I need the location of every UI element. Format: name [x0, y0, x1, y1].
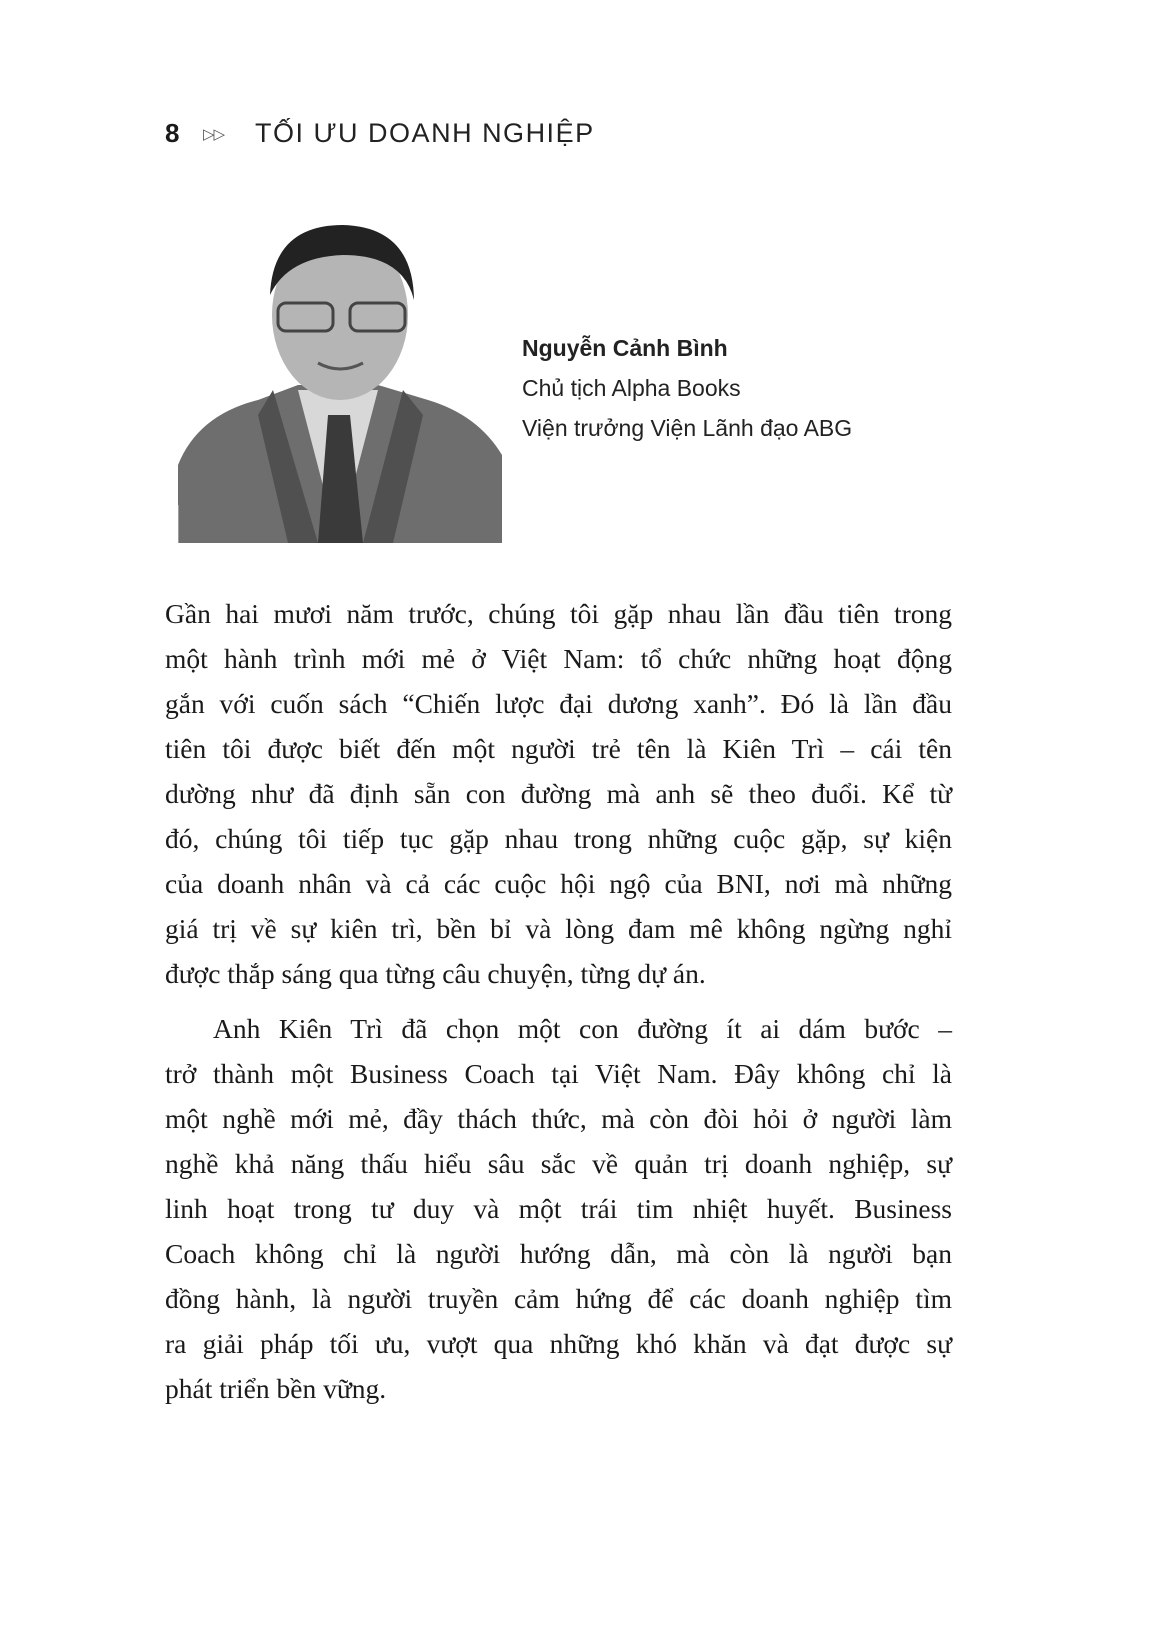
text-line: một nghề mới mẻ, đầy thách thức, mà còn đòi hỏi ở người làm [165, 1103, 952, 1134]
paragraph [165, 1006, 952, 1411]
text-line: giá trị về sự kiên trì, bền bỉ và lòng đam mê không ngừng nghỉ [165, 913, 952, 944]
text-line: ra giải pháp tối ưu, vượt qua những khó khăn và đạt được sự [165, 1328, 952, 1359]
text-line: nghề khả năng thấu hiểu sâu sắc về quản trị doanh nghiệp, sự [165, 1148, 952, 1179]
text-line: gắn với cuốn sách “Chiến lược đại dương xanh”. Đó là lần đầu [165, 688, 952, 719]
text-line: Coach không chỉ là người hướng dẫn, mà còn là người bạn [165, 1238, 952, 1269]
paragraph [165, 591, 952, 996]
text-line: Gần hai mươi năm trước, chúng tôi gặp nhau lần đầu tiên trong [165, 598, 952, 629]
author-caption [522, 328, 852, 448]
text-line: được thắp sáng qua từng câu chuyện, từng dự án. [165, 958, 706, 989]
running-title: TỐI ƯU DOANH NGHIỆP [255, 118, 595, 148]
text-line: Anh Kiên Trì đã chọn một con đường ít ai dám bước – [213, 1013, 952, 1044]
text-line: đồng hành, là người truyền cảm hứng để các doanh nghiệp tìm [165, 1283, 952, 1314]
text-line: linh hoạt trong tư duy và một trái tim nhiệt huyết. Business [165, 1193, 952, 1224]
body-text [165, 591, 952, 1421]
author-portrait-photo [178, 215, 502, 543]
author-role: Chủ tịch Alpha Books [522, 375, 741, 401]
double-arrow-icon: ▷▷ [203, 125, 225, 143]
running-header [165, 118, 595, 149]
text-line: một hành trình mới mẻ ở Việt Nam: tổ chức những hoạt động [165, 643, 952, 674]
text-line: phát triển bền vững. [165, 1373, 387, 1404]
text-line: dường như đã định sẵn con đường mà anh sẽ theo đuổi. Kể từ [165, 778, 952, 809]
text-line: của doanh nhân và cả các cuộc hội ngộ của BNI, nơi mà những [165, 868, 952, 899]
text-line: trở thành một Business Coach tại Việt Nam. Đây không chỉ là [165, 1058, 952, 1089]
text-line: đó, chúng tôi tiếp tục gặp nhau trong những cuộc gặp, sự kiện [165, 823, 952, 854]
text-line: tiên tôi được biết đến một người trẻ tên là Kiên Trì – cái tên [165, 733, 952, 764]
author-name: Nguyễn Cảnh Bình [522, 335, 728, 361]
page-number: 8 [165, 118, 180, 148]
author-role: Viện trưởng Viện Lãnh đạo ABG [522, 415, 853, 441]
